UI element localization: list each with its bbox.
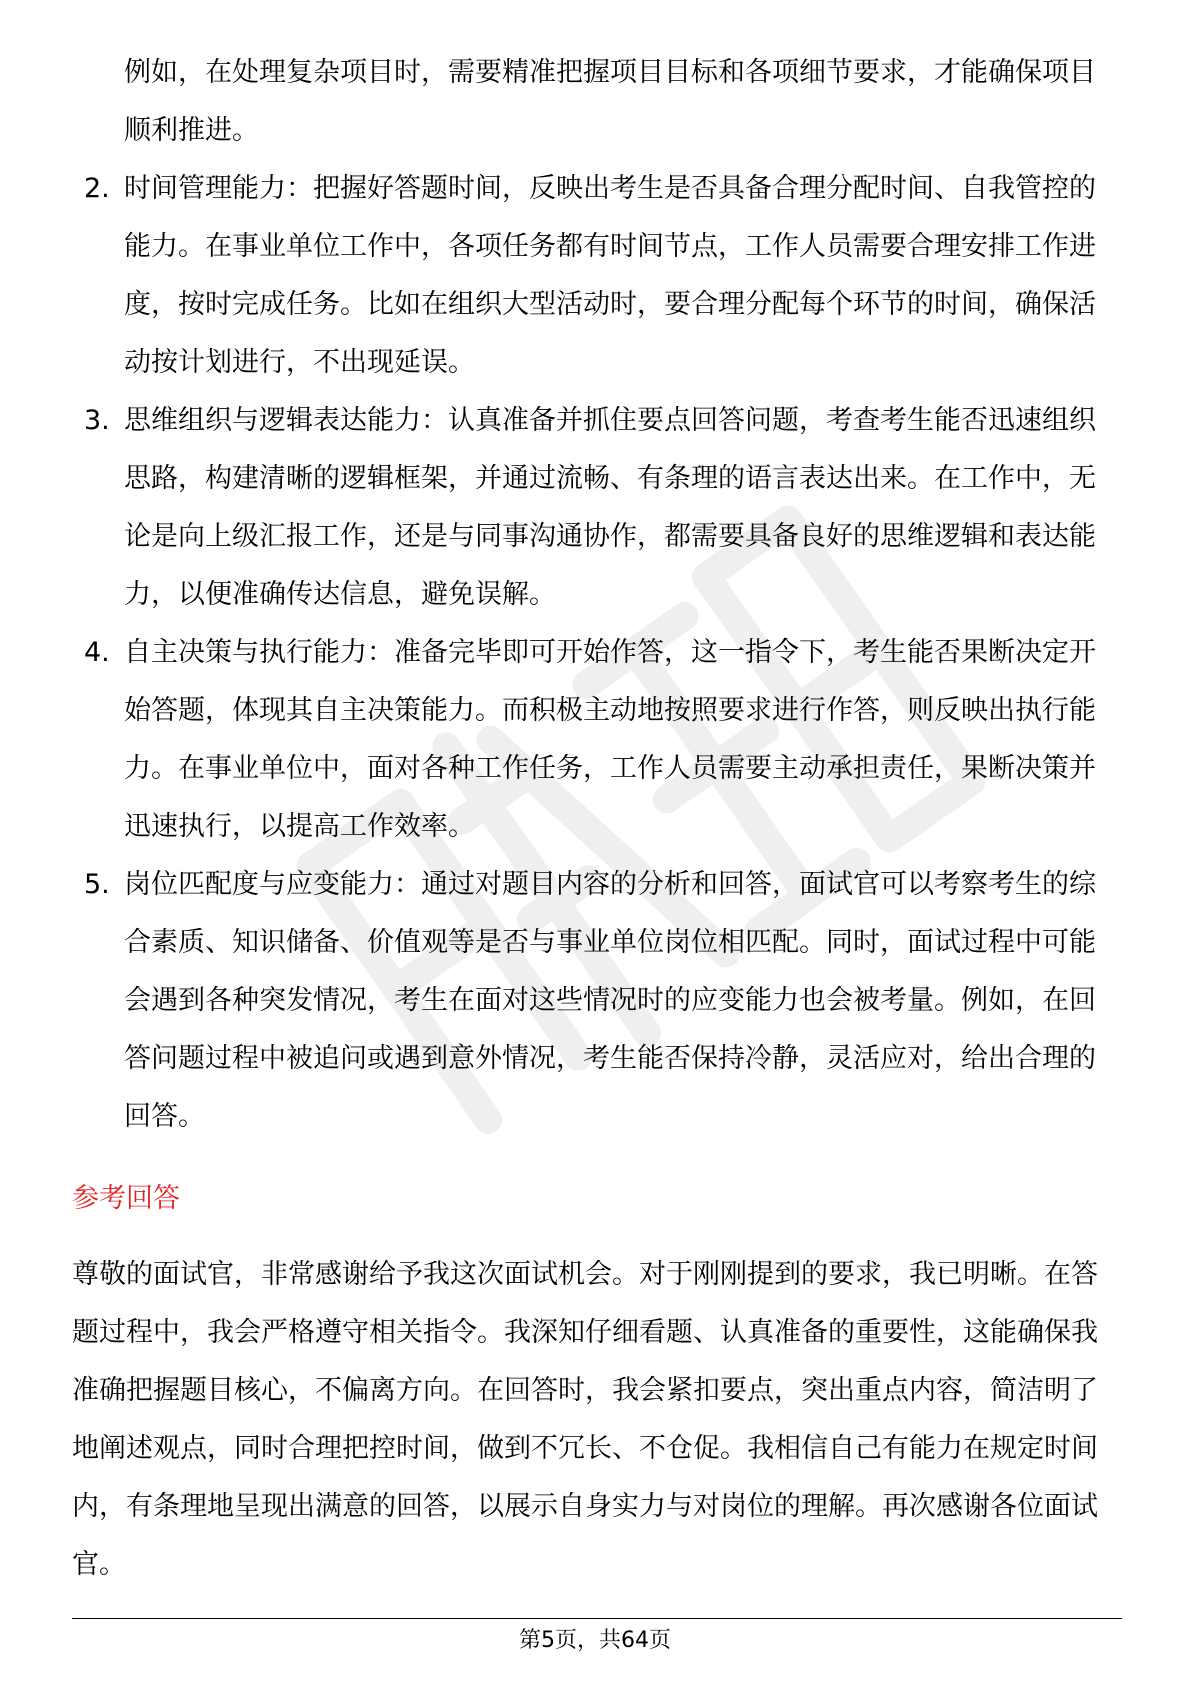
section-heading: 参考回答	[72, 1183, 180, 1214]
answer-paragraph: 尊敬的面试官，非常感谢给予我这次面试机会。对于刚刚提到的要求，我已明晰。在答题过程中，我会严格遵守相关指令。我深知仔细看题、认真准备的重要性，这能确保我准确把握题目核心，不偏离方向。在回答时，我会紧扣要点，突出重点内容，简洁明了地阐述观点，同时合理把控时间，做到不冗长、不仓促。我相信自己有能力在规定时间内，有条理地呈现出满意的回答，以展示自身实力与对岗位的理解。再次感谢各位面试官。	[72, 1259, 1098, 1580]
footer-divider	[72, 1618, 1122, 1619]
list-item	[72, 624, 1122, 856]
list-item	[72, 160, 1122, 392]
continuation-paragraph: 例如，在处理复杂项目时，需要精准把握项目目标和各项细节要求，才能确保项目顺利推进。	[124, 57, 1096, 146]
list-item-text: 自主决策与执行能力：准备完毕即可开始作答，这一指令下，考生能否果断决定开始答题，体现其自主决策能力。而积极主动地按照要求进行作答，则反映出执行能力。在事业单位中，面对各种工作任务，工作人员需要主动承担责任，果断决策并迅速执行，以提高工作效率。	[124, 637, 1096, 842]
list-item-number: 2.	[84, 173, 110, 204]
content-area	[72, 44, 1122, 1594]
list-item	[72, 856, 1122, 1146]
list-item-text: 岗位匹配度与应变能力：通过对题目内容的分析和回答，面试官可以考察考生的综合素质、知识储备、价值观等是否与事业单位岗位相匹配。同时，面试过程中可能会遇到各种突发情况，考生在面对这些情况时的应变能力也会被考量。例如，在回答问题过程中被追问或遇到意外情况，考生能否保持冷静，灵活应对，给出合理的回答。	[124, 869, 1096, 1132]
ability-list	[72, 160, 1122, 1146]
list-item	[72, 392, 1122, 624]
list-item-number: 3.	[84, 405, 110, 436]
list-item-number: 4.	[84, 637, 110, 668]
list-item-text: 思维组织与逻辑表达能力：认真准备并抓住要点回答问题，考查考生能否迅速组织思路，构建清晰的逻辑框架，并通过流畅、有条理的语言表达出来。在工作中，无论是向上级汇报工作，还是与同事沟通协作，都需要具备良好的思维逻辑和表达能力，以便准确传达信息，避免误解。	[124, 405, 1096, 610]
list-item-text: 时间管理能力：把握好答题时间，反映出考生是否具备合理分配时间、自我管控的能力。在事业单位工作中，各项任务都有时间节点，工作人员需要合理安排工作进度，按时完成任务。比如在组织大型活动时，要合理分配每个环节的时间，确保活动按计划进行，不出现延误。	[124, 173, 1096, 378]
list-item-number: 5.	[84, 869, 110, 900]
page-number: 第5页，共64页	[519, 1628, 671, 1653]
